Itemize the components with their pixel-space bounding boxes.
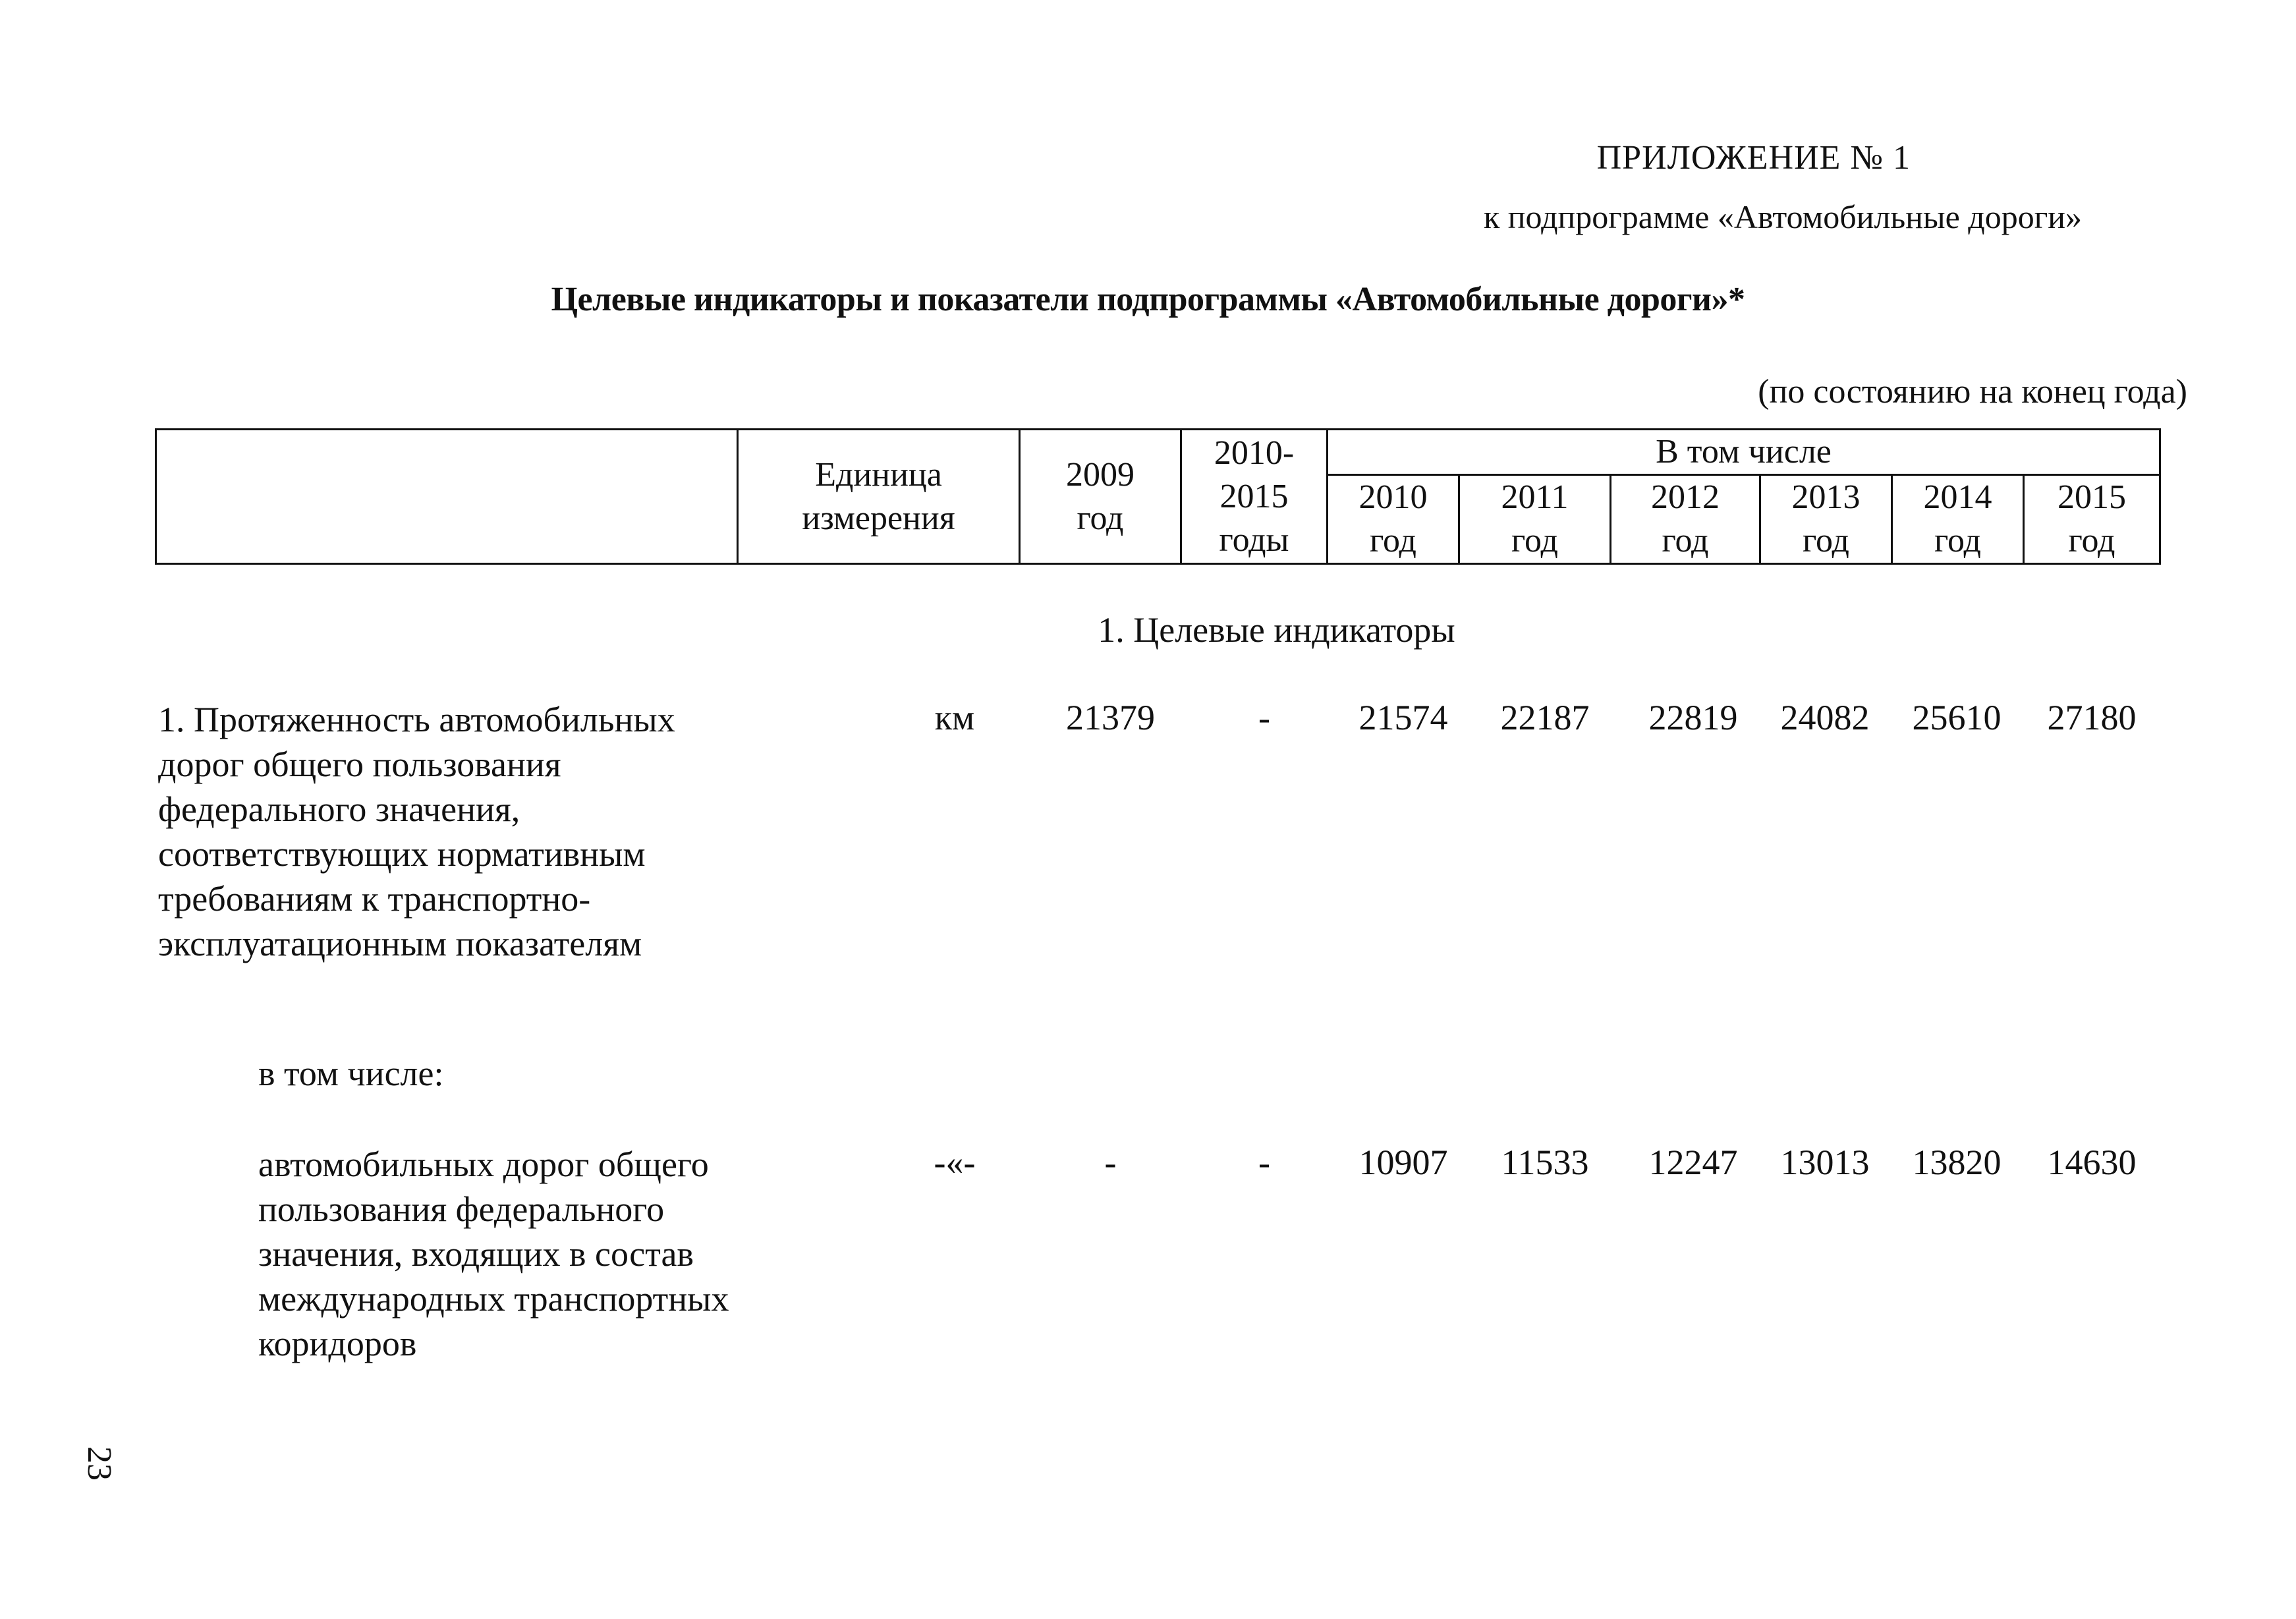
appendix-title: ПРИЛОЖЕНИЕ № 1 (1596, 139, 1911, 177)
indicator-row-1-value-2011: 22187 (1500, 698, 1590, 737)
header-year-label: 2012 год (1651, 478, 1720, 559)
header-year-label: 2014 год (1923, 478, 1992, 559)
subheading-including: в том числе: (258, 1054, 444, 1093)
header-cell-period (1181, 430, 1328, 564)
state-note: (по состоянию на конец года) (1758, 373, 2187, 411)
header-cell-year-2013 (1760, 475, 1892, 564)
document-title: Целевые индикаторы и показатели подпрограммы «Автомобильные дороги»* (551, 281, 1745, 318)
indicator-row-1-unit: км (934, 698, 975, 737)
header-cell-year-2012 (1611, 475, 1760, 564)
header-base-year-label: 2009 год (1066, 455, 1134, 537)
indicator-row-2-value-2014: 13820 (1912, 1143, 2002, 1182)
header-including-label: В том числе (1656, 433, 1832, 470)
header-cell-year-2010 (1328, 475, 1459, 564)
indicator-row-2-value-2011: 11533 (1501, 1143, 1589, 1182)
indicator-row-1-value-2012: 22819 (1648, 698, 1738, 737)
header-year-label: 2011 год (1501, 478, 1569, 559)
page-number: 23 (80, 1446, 118, 1481)
header-cell-year-2014 (1892, 475, 2024, 564)
indicator-row-1-label: 1. Протяженность автомобильных дорог общего пользования федерального значения, соответствующих нормативным требованиям к транспортно-эксплуатационным показателям (158, 700, 675, 963)
indicator-row-1-period: - (1258, 698, 1270, 737)
indicator-row-1-value-2015: 27180 (2047, 698, 2137, 737)
header-cell-unit (738, 430, 1020, 564)
indicator-row-1-value-2014: 25610 (1912, 698, 2002, 737)
indicator-row-2-label: автомобильных дорог общего пользования федерального значения, входящих в состав международных транспортных коридоров (258, 1145, 729, 1363)
header-cell-indicator (156, 430, 738, 564)
header-cell-including (1328, 430, 2160, 475)
indicator-row-2-value-2015: 14630 (2047, 1143, 2137, 1182)
indicator-row-2-period: - (1258, 1143, 1270, 1182)
indicator-row-2-base: - (1104, 1143, 1117, 1182)
header-period-label: 2010-2015 годы (1214, 434, 1295, 559)
indicator-row-1-value-2010: 21574 (1358, 698, 1448, 737)
header-unit-label: Единица измерения (802, 455, 955, 537)
indicator-row-2-value-2010: 10907 (1358, 1143, 1448, 1182)
indicator-row-2-value-2013: 13013 (1780, 1143, 1870, 1182)
header-year-label: 2015 год (2058, 478, 2126, 559)
section-title: 1. Целевые индикаторы (1098, 610, 1455, 650)
header-year-label: 2010 год (1358, 478, 1428, 559)
indicator-row-2-value-2012: 12247 (1648, 1143, 1738, 1182)
header-cell-base-year (1020, 430, 1181, 564)
indicator-row-2-unit: -«- (934, 1143, 976, 1182)
appendix-subtitle: к подпрограмме «Автомобильные дороги» (1483, 198, 2082, 235)
indicator-row-1-base: 21379 (1066, 698, 1155, 737)
indicators-header-table (155, 428, 2161, 565)
header-cell-year-2011 (1459, 475, 1611, 564)
header-year-label: 2013 год (1791, 478, 1861, 559)
indicator-row-1-value-2013: 24082 (1780, 698, 1870, 737)
header-cell-year-2015 (2024, 475, 2160, 564)
